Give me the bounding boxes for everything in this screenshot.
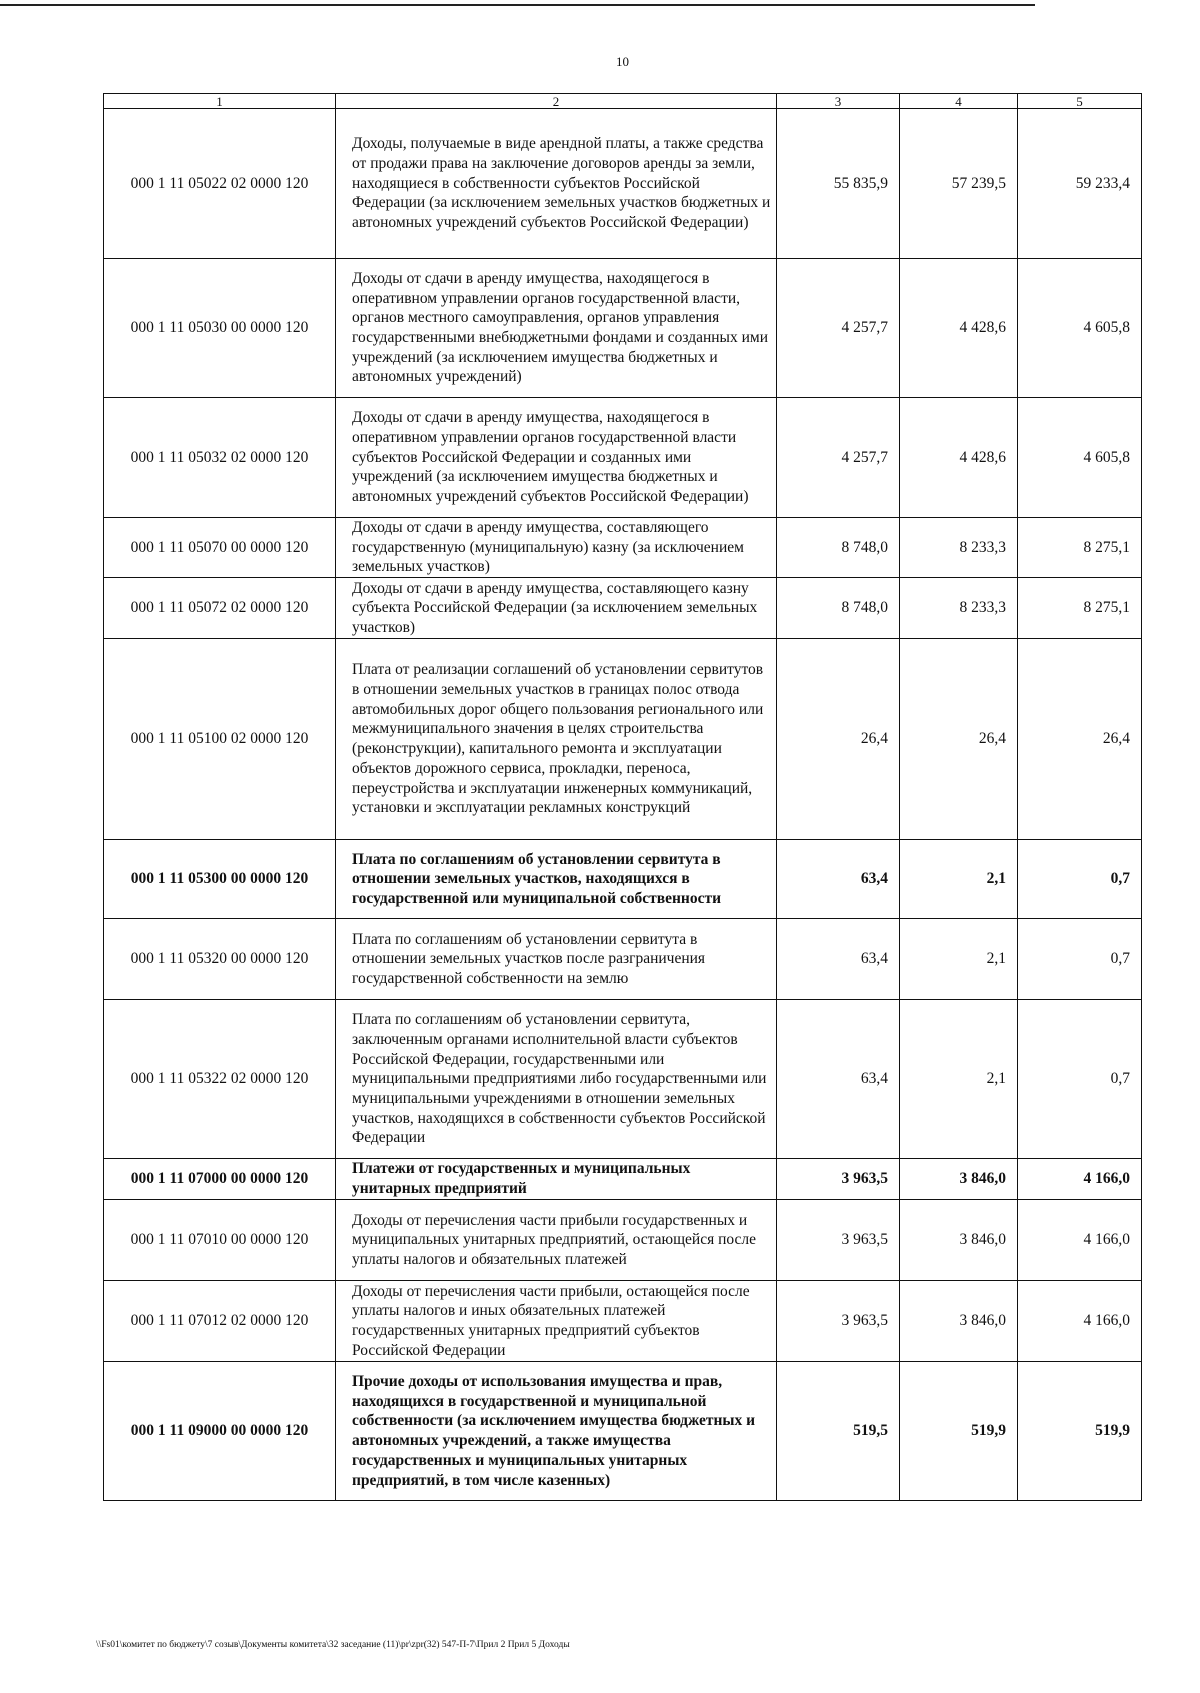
value-col-3: 63,4 [777,840,900,919]
table-row [104,1159,1142,1200]
table-row [104,639,1142,840]
table-row [104,1362,1142,1501]
value-col-3: 4 257,7 [777,398,900,518]
value-col-5: 519,9 [1018,1362,1142,1501]
revenue-name: Доходы от сдачи в аренду имущества, находящегося в оперативном управлении органов государственной власти, органов местного самоуправления, органов управления государственными внебюджетными фондами и созданных ими учреждений (за исключением имущества бюджетных и автономных учреждений) [336,259,777,398]
value-col-4: 4 428,6 [900,398,1018,518]
table-row [104,1000,1142,1159]
revenue-name: Плата по соглашениям об установлении сервитута в отношении земельных участков, находящихся в государственной или муниципальной собственности [336,840,777,919]
revenue-code: 000 1 11 05030 00 0000 120 [104,259,336,398]
value-col-4: 4 428,6 [900,259,1018,398]
value-col-3: 4 257,7 [777,259,900,398]
revenue-name: Прочие доходы от использования имущества и прав, находящихся в государственной и муниципальной собственности (за исключением имущества бюджетных и автономных учреждений, а также имущества государственных и муниципальных унитарных предприятий, в том числе казенных) [336,1362,777,1501]
value-col-5: 4 166,0 [1018,1200,1142,1281]
revenue-name: Доходы от сдачи в аренду имущества, составляющего государственную (муниципальную) казну (за исключением земельных участков) [336,518,777,578]
value-col-5: 0,7 [1018,840,1142,919]
table-row [104,1200,1142,1281]
value-col-5: 4 166,0 [1018,1159,1142,1200]
value-col-4: 2,1 [900,1000,1018,1159]
table-row [104,518,1142,578]
revenue-code: 000 1 11 05072 02 0000 120 [104,578,336,639]
revenue-name: Платежи от государственных и муниципальных унитарных предприятий [336,1159,777,1200]
column-header: 4 [900,94,1018,109]
revenue-code: 000 1 11 07010 00 0000 120 [104,1200,336,1281]
table-row [104,578,1142,639]
value-col-3: 63,4 [777,919,900,1000]
revenue-code: 000 1 11 05320 00 0000 120 [104,919,336,1000]
value-col-3: 3 963,5 [777,1200,900,1281]
revenue-code: 000 1 11 05100 02 0000 120 [104,639,336,840]
value-col-4: 3 846,0 [900,1159,1018,1200]
revenue-code: 000 1 11 05022 02 0000 120 [104,109,336,259]
value-col-4: 519,9 [900,1362,1018,1501]
value-col-5: 59 233,4 [1018,109,1142,259]
value-col-5: 0,7 [1018,1000,1142,1159]
column-header: 3 [777,94,900,109]
value-col-3: 519,5 [777,1362,900,1501]
revenue-name: Доходы, получаемые в виде арендной платы, а также средства от продажи права на заключение договоров аренды за земли, находящиеся в собственности субъектов Российской Федерации (за исключением земельных участков бюджетных и автономных учреждений субъектов Российской Федерации) [336,109,777,259]
value-col-4: 3 846,0 [900,1200,1018,1281]
revenue-table [103,93,1142,1501]
value-col-3: 3 963,5 [777,1281,900,1362]
value-col-5: 26,4 [1018,639,1142,840]
value-col-3: 55 835,9 [777,109,900,259]
value-col-5: 8 275,1 [1018,518,1142,578]
revenue-code: 000 1 11 05070 00 0000 120 [104,518,336,578]
revenue-name: Доходы от сдачи в аренду имущества, находящегося в оперативном управлении органов государственной власти субъектов Российской Федерации и созданных ими учреждений (за исключением имущества бюджетных и автономных учреждений субъектов Российской Федерации) [336,398,777,518]
revenue-code: 000 1 11 09000 00 0000 120 [104,1362,336,1501]
value-col-3: 8 748,0 [777,518,900,578]
revenue-code: 000 1 11 05032 02 0000 120 [104,398,336,518]
column-header: 1 [104,94,336,109]
value-col-4: 26,4 [900,639,1018,840]
value-col-5: 4 166,0 [1018,1281,1142,1362]
revenue-name: Доходы от перечисления части прибыли государственных и муниципальных унитарных предприятий, остающейся после уплаты налогов и обязательных платежей [336,1200,777,1281]
table-row [104,840,1142,919]
value-col-4: 57 239,5 [900,109,1018,259]
value-col-3: 63,4 [777,1000,900,1159]
value-col-4: 2,1 [900,840,1018,919]
column-number-row [104,94,1142,109]
revenue-name: Плата по соглашениям об установлении сервитута в отношении земельных участков после разграничения государственной собственности на землю [336,919,777,1000]
value-col-5: 8 275,1 [1018,578,1142,639]
scan-edge-line [0,4,1035,6]
revenue-name: Доходы от сдачи в аренду имущества, составляющего казну субъекта Российской Федерации (за исключением земельных участков) [336,578,777,639]
table-row [104,398,1142,518]
value-col-4: 2,1 [900,919,1018,1000]
value-col-5: 4 605,8 [1018,259,1142,398]
value-col-3: 26,4 [777,639,900,840]
value-col-3: 8 748,0 [777,578,900,639]
value-col-4: 8 233,3 [900,518,1018,578]
value-col-4: 8 233,3 [900,578,1018,639]
table-row [104,1281,1142,1362]
revenue-code: 000 1 11 07000 00 0000 120 [104,1159,336,1200]
revenue-code: 000 1 11 07012 02 0000 120 [104,1281,336,1362]
table-row [104,919,1142,1000]
table-row [104,259,1142,398]
value-col-5: 0,7 [1018,919,1142,1000]
file-path-footer: \\Fs01\комитет по бюджету\7 созыв\Документы комитета\32 заседание (11)\pr\zpr(32) 547-П-7\Прил 2 Прил 5 Доходы [96,1640,570,1650]
column-header: 5 [1018,94,1142,109]
revenue-code: 000 1 11 05322 02 0000 120 [104,1000,336,1159]
table-row [104,109,1142,259]
value-col-3: 3 963,5 [777,1159,900,1200]
column-header: 2 [336,94,777,109]
revenue-name: Плата от реализации соглашений об установлении сервитутов в отношении земельных участков в границах полос отвода автомобильных дорог общего пользования регионального или межмуниципального значения в целях строительства (реконструкции), капитального ремонта и эксплуатации объектов дорожного сервиса, прокладки, переноса, переустройства и эксплуатации инженерных коммуникаций, установки и эксплуатации рекламных конструкций [336,639,777,840]
value-col-4: 3 846,0 [900,1281,1018,1362]
revenue-name: Плата по соглашениям об установлении сервитута, заключенным органами исполнительной власти субъектов Российской Федерации, государственными или муниципальными предприятиями либо государственными или муниципальными учреждениями в отношении земельных участков, находящихся в собственности субъектов Российской Федерации [336,1000,777,1159]
value-col-5: 4 605,8 [1018,398,1142,518]
revenue-code: 000 1 11 05300 00 0000 120 [104,840,336,919]
revenue-name: Доходы от перечисления части прибыли, остающейся после уплаты налогов и иных обязательных платежей государственных унитарных предприятий субъектов Российской Федерации [336,1281,777,1362]
page-number: 10 [616,54,629,69]
